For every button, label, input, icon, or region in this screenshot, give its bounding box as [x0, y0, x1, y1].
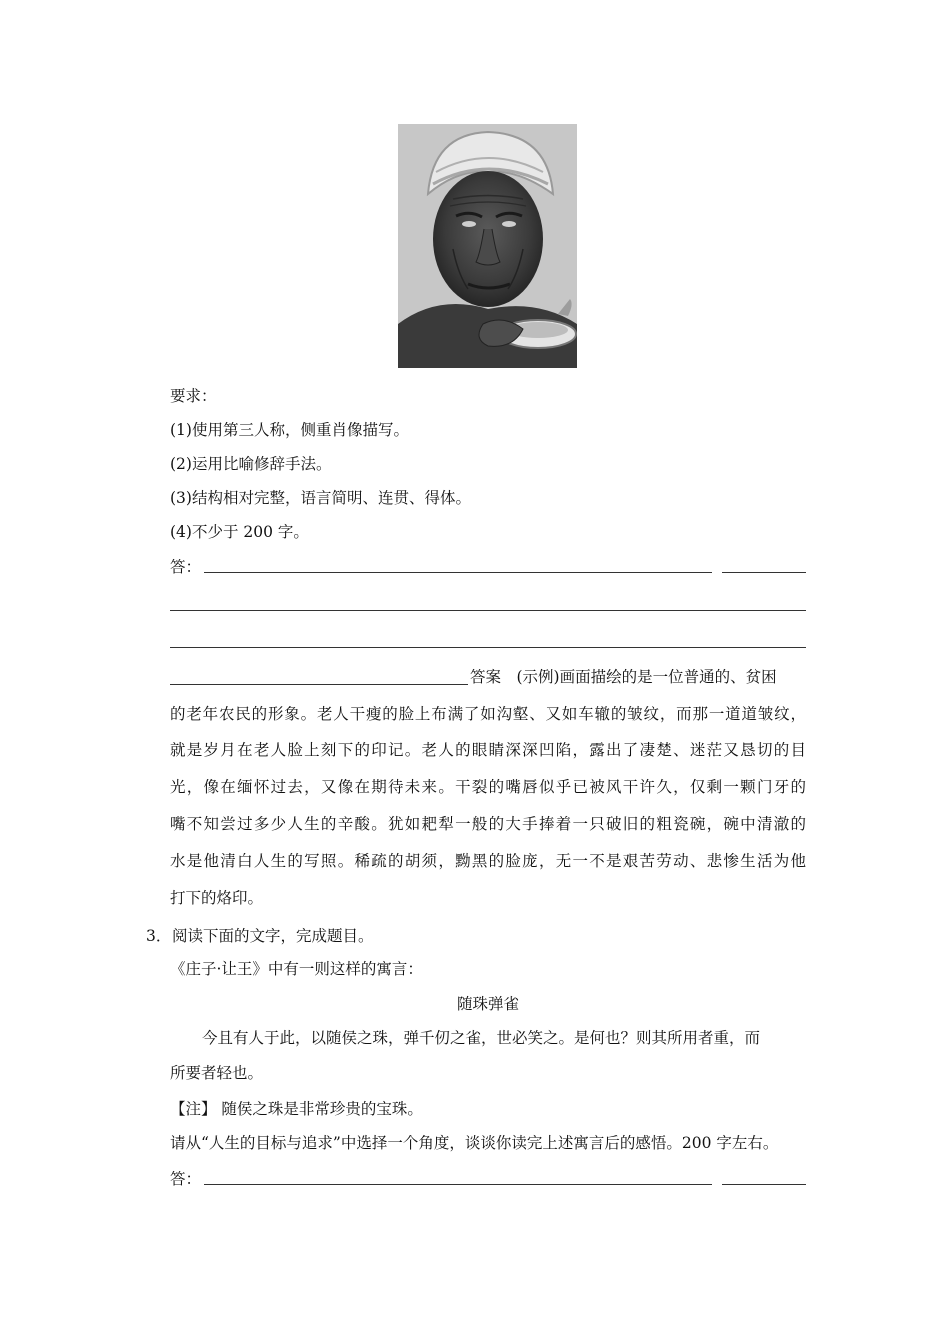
question-number: 3． [146, 927, 172, 945]
requirement-item: (1)使用第三人称，侧重肖像描写。 [170, 421, 409, 439]
sample-answer-line: 水是他清白人生的写照。稀疏的胡须，黝黑的脸庞，无一不是艰苦劳动、悲惨生活为他 [170, 852, 806, 870]
sample-answer-line: 光，像在缅怀过去，又像在期待未来。干裂的嘴唇似乎已被风干许久，仅剩一颗门牙的 [170, 778, 806, 796]
answer-label: 答： [170, 1170, 202, 1188]
answer-blank-line[interactable] [204, 572, 712, 573]
answer-blank-line[interactable] [170, 647, 806, 648]
fable-text: 所要者轻也。 [170, 1064, 264, 1082]
requirement-item: (3)结构相对完整，语言简明、连贯、得体。 [170, 489, 471, 507]
sample-answer-line: 的老年农民的形象。老人干瘦的脸上布满了如沟壑、又如车辙的皱纹，而那一道道皱纹， [170, 705, 806, 723]
fable-note: 【注】 随侯之珠是非常珍贵的宝珠。 [170, 1100, 423, 1118]
answer-blank-line[interactable] [170, 610, 806, 611]
question-intro: 《庄子·让王》中有一则这样的寓言： [170, 960, 423, 978]
requirement-item: (4)不少于 200 字。 [170, 523, 309, 541]
sample-answer-lead: 答案 (示例)画面描绘的是一位普通的、贫困 [470, 668, 777, 686]
question-task: 请从“人生的目标与追求”中选择一个角度，谈谈你读完上述寓言后的感悟。200 字左右。 [170, 1134, 779, 1152]
answer-blank-line[interactable] [204, 1184, 712, 1185]
sample-answer-line: 打下的烙印。 [170, 889, 264, 907]
question-prompt: 阅读下面的文字，完成题目。 [172, 927, 374, 945]
fable-title: 随珠弹雀 [456, 995, 519, 1013]
sample-answer-line: 就是岁月在老人脸上刻下的印记。老人的眼睛深深凹陷，露出了凄楚、迷茫又恳切的目 [170, 741, 806, 759]
answer-blank-line[interactable] [170, 684, 468, 685]
answer-blank-line[interactable] [722, 572, 806, 573]
portrait-image [398, 124, 577, 368]
sample-answer-line: 嘴不知尝过多少人生的辛酸。犹如耙犁一般的大手捧着一只破旧的粗瓷碗，碗中清澈的 [170, 815, 806, 833]
requirement-item: (2)运用比喻修辞手法。 [170, 455, 332, 473]
fable-text: 今且有人于此，以随侯之珠，弹千仞之雀，世必笑之。是何也？则其所用者重，而 [202, 1029, 761, 1047]
answer-blank-line[interactable] [722, 1184, 806, 1185]
old-farmer-portrait [398, 124, 577, 368]
answer-label: 答： [170, 558, 202, 576]
requirements-heading: 要求： [170, 387, 217, 405]
